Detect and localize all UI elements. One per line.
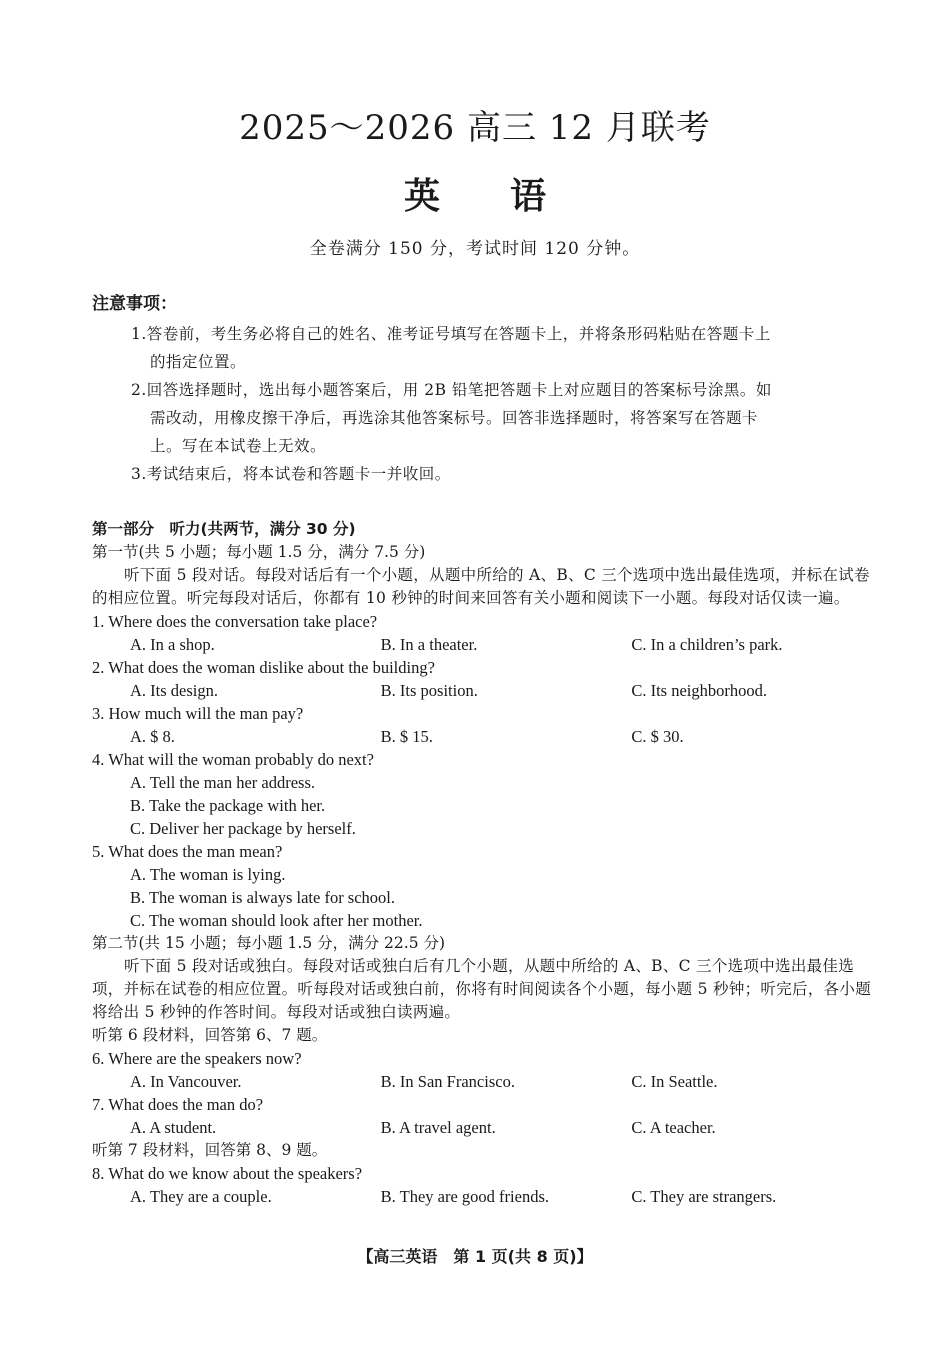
option-c: C. Its neighborhood. [631,681,768,700]
question-6-options [92,1070,882,1093]
question-1-options [92,633,882,656]
option-b: B. Its position. [380,681,478,700]
question-1-stem: 1. Where does the conversation take place? [92,612,378,631]
exam-title: 2025～2026 高三 12 月联考 [239,108,711,148]
section2-instructions: 听下面 5 段对话或独白。每段对话或独白后有几个小题，从题中所给的 A、B、C 三个选项中选出最佳选项，并标在试卷的相应位置。听每段对话或独白前，你将有时间阅读各个小题，每小题 5 秒钟；听完后，各小题将给出 5 秒钟的作答时间。每段对话或独白读两遍。 [92,957,872,1021]
option-a: A. $ 8. [130,727,175,746]
notice-text-cont: 需改动，用橡皮擦干净后，再选涂其他答案标号。回答非选择题时，将答案写在答题卡 [150,409,759,427]
section1-instructions: 听下面 5 段对话。每段对话后有一个小题，从题中所给的 A、B、C 三个选项中选出最佳选项，并标在试卷的相应位置。听完每段对话后，你都有 10 秒钟的时间来回答有关小题和阅读下一小题。每段对话仅读一遍。 [92,566,870,607]
option-a: A. They are a couple. [130,1187,272,1206]
option-c: C. Deliver her package by herself. [130,819,356,838]
notice-text-cont: 的指定位置。 [150,353,247,371]
section1-heading: 第一节(共 5 小题；每小题 1.5 分，满分 7.5 分) [92,543,426,561]
notice-text: 考试结束后，将本试卷和答题卡一并收回。 [146,465,451,483]
question-7-options [92,1116,882,1139]
material-7-heading: 听第 7 段材料，回答第 8、9 题。 [92,1141,328,1159]
section2-heading: 第二节(共 15 小题；每小题 1.5 分，满分 22.5 分) [92,934,446,952]
material-6-heading: 听第 6 段材料，回答第 6、7 题。 [92,1026,328,1044]
notice-item-2 [92,376,882,460]
question-3-options [92,725,882,748]
option-c: C. In a children’s park. [631,635,783,654]
question-4-stem: 4. What will the woman probably do next? [92,750,374,769]
notice-text-cont-2: 上。写在本试卷上无效。 [150,437,327,455]
notice-block [92,290,882,488]
option-b: B. $ 15. [380,727,433,746]
question-6-stem: 6. Where are the speakers now? [92,1049,302,1068]
option-c: C. The woman should look after her mother. [130,911,423,930]
notice-num: 1. [131,325,147,343]
question-5-stem: 5. What does the man mean? [92,842,283,861]
question-8-options [92,1185,882,1208]
option-a: A. A student. [130,1118,217,1137]
notice-item-1 [92,320,882,376]
option-b: B. In San Francisco. [380,1072,515,1091]
option-c: C. A teacher. [631,1118,716,1137]
option-c: C. They are strangers. [631,1187,777,1206]
notice-item-3 [92,460,882,488]
option-b: B. In a theater. [380,635,478,654]
page-footer: 【高三英语 第 1 页(共 8 页)】 [357,1247,593,1266]
notice-num: 2. [131,381,147,399]
question-3-stem: 3. How much will the man pay? [92,704,304,723]
notice-text: 回答选择题时，选出每小题答案后，用 2B 铅笔把答题卡上对应题目的答案标号涂黑。如 [146,381,772,399]
option-a: A. In a shop. [130,635,215,654]
option-a: A. The woman is lying. [130,865,286,884]
question-2-options [92,679,882,702]
part1-heading: 第一部分 听力(共两节，满分 30 分) [92,520,356,538]
question-2-stem: 2. What does the woman dislike about the building? [92,658,435,677]
option-a: A. Tell the man her address. [130,773,316,792]
option-b: B. Take the package with her. [130,796,326,815]
option-a: A. In Vancouver. [130,1072,242,1091]
subject-title: 英语 [403,175,616,217]
notice-num: 3. [131,465,147,483]
listening-part [92,518,882,1208]
option-a: A. Its design. [130,681,218,700]
option-b: B. A travel agent. [380,1118,496,1137]
option-b: B. They are good friends. [380,1187,549,1206]
option-c: C. In Seattle. [631,1072,718,1091]
score-time-line: 全卷满分 150 分，考试时间 120 分钟。 [309,239,641,259]
question-7-stem: 7. What does the man do? [92,1095,264,1114]
notice-text: 答卷前，考生务必将自己的姓名、准考证号填写在答题卡上，并将条形码粘贴在答题卡上 [146,325,771,343]
option-c: C. $ 30. [631,727,684,746]
notice-heading: 注意事项： [92,294,177,314]
question-8-stem: 8. What do we know about the speakers? [92,1164,363,1183]
option-b: B. The woman is always late for school. [130,888,396,907]
